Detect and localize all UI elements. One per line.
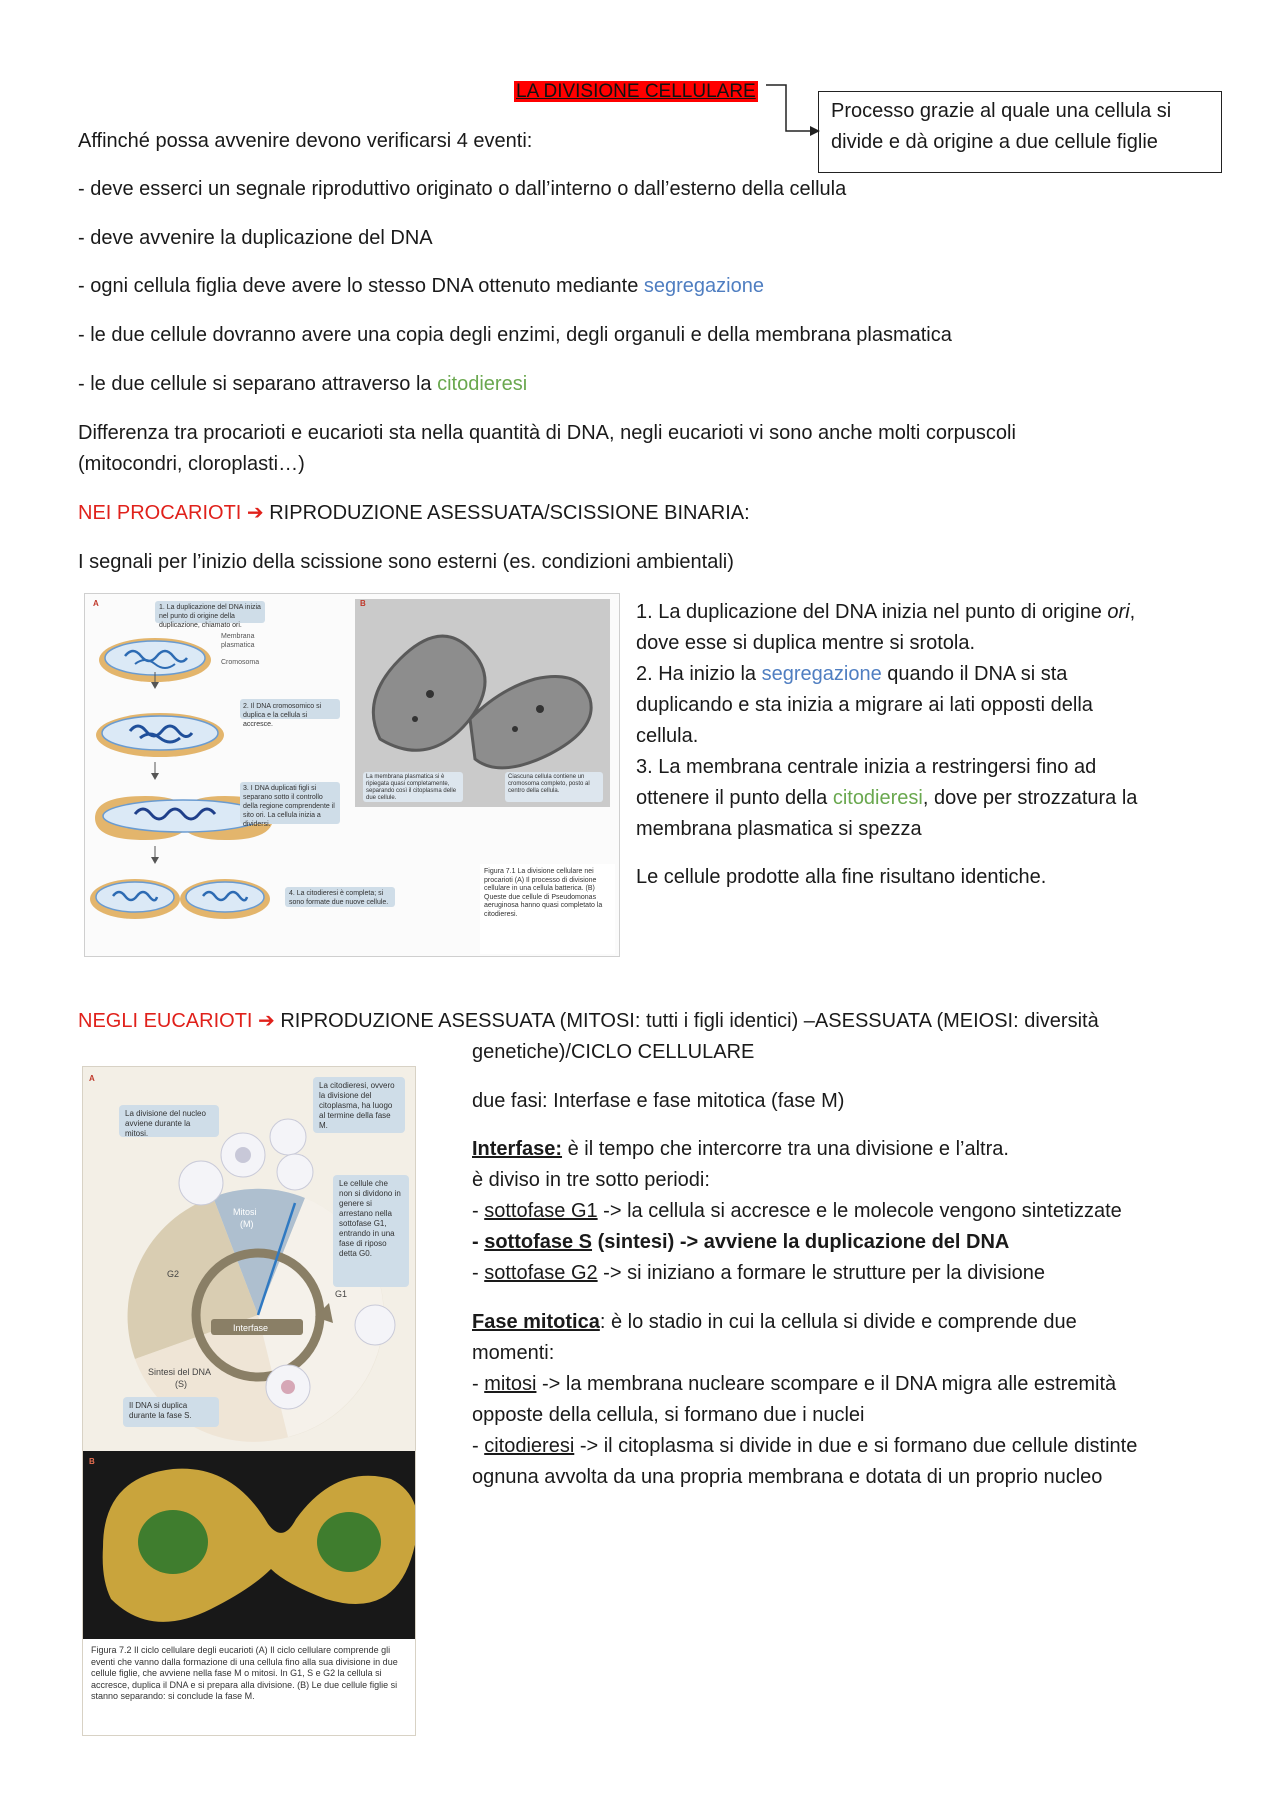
step-text: 2. Ha inizio la [636,663,762,685]
g2-label: sottofase G2 [484,1262,598,1284]
pro-step-3-cont: membrana plasmatica si spezza [636,818,922,840]
event-item [78,369,527,400]
fig2-g2: G2 [167,1269,180,1279]
fig2-s: (S) [175,1379,187,1389]
fig2-note-mitosi: La divisione del nucleo avviene durante la mitosi. [125,1109,206,1138]
citodieresi-item [472,1431,1137,1462]
fig2-g1: G1 [335,1289,348,1299]
fig2-note-fase-s: Il DNA si duplica durante la fase S. [129,1401,192,1420]
keyword-segregazione: segregazione [643,275,764,297]
pro-step-3: 3. La membrana centrale inizia a restringersi fino ad [636,756,1097,778]
pro-step-2-cont: duplicando e sta inizia a migrare ai lati opposti della [636,694,1093,716]
g2-text: -> si iniziano a formare le strutture per la divisione [597,1262,1046,1284]
interfase-definition [472,1134,1009,1165]
figure-prokaryote-division [84,593,620,957]
mitosi-item [472,1369,1116,1400]
fig2-label-b: B [89,1457,95,1466]
fig2-m: (M) [240,1219,254,1229]
fig1-membrana-label: Membrana plasmatica [221,633,255,649]
two-phases: due fasi: Interfase e fase mitotica (fase M) [472,1090,845,1112]
heading-rest: RIPRODUZIONE ASESSUATA/SCISSIONE BINARIA: [263,502,750,524]
fig2-mitosi: Mitosi [233,1207,257,1217]
citodieresi-text: -> il citoplasma si divide in due e si formano due cellule distinte [574,1435,1138,1457]
s-label: sottofase S [484,1231,593,1253]
intro-text: Affinché possa avvenire devono verificarsi 4 eventi: [78,130,533,152]
fase-mitotica-text: : è lo stadio in cui la cellula si divide e comprende due [599,1311,1077,1333]
mitosi-item-cont: opposte della cellula, si formano due i nuclei [472,1404,865,1426]
difference-text: Differenza tra procarioti e eucarioti sta nella quantità di DNA, negli eucarioti vi sono anche molti corpuscoli [78,422,1016,444]
step-text: ottenere il punto della [636,787,833,809]
ori-term: ori [1107,601,1130,623]
pro-result: Le cellule prodotte alla fine risultano identiche. [636,866,1047,888]
bullet-dash: - [472,1231,485,1253]
bullet-dash: - [472,1200,485,1222]
g1-text: -> la cellula si accresce e le molecole vengono sintetizzate [597,1200,1122,1222]
g2-item [472,1258,1045,1289]
figure-cell-cycle [82,1066,416,1736]
fig2-interfase: Interfase [233,1323,269,1333]
title-arrow [764,82,824,138]
step-text: , [1129,601,1136,623]
fig1-step4: 4. La citodieresi è completa; si sono formate due nuove cellule. [289,890,389,906]
prokaryote-signals: I segnali per l’inizio della scissione sono esterni (es. condizioni ambientali) [78,551,734,573]
step-text: 1. La duplicazione del DNA inizia nel punto di origine [636,601,1108,623]
fig1-label-a: A [93,599,99,608]
fig2-note-citodieresi: La citodieresi, ovvero la divisione del citoplasma, ha luogo al termine della fase M. [319,1081,395,1130]
keyword-citodieresi: citodieresi [832,787,923,809]
pro-step-3-cont [636,783,1137,814]
fase-mitotica-cont: momenti: [472,1342,555,1364]
fig2-note-g0: Le cellule che non si dividono in genere si arrestano nella sottofase G1, entrando in una fase di riposo detta G0. [339,1179,401,1258]
mitosi-label: mitosi [484,1373,537,1395]
definition-box [818,91,1222,173]
keyword-citodieresi: citodieresi [437,373,528,395]
eukaryote-heading [78,1006,1099,1037]
bullet-dash: - [472,1373,485,1395]
citodieresi-label: citodieresi [484,1435,575,1457]
heading-red: NEGLI EUCARIOTI [78,1010,259,1032]
interfase-split: è diviso in tre sotto periodi: [472,1169,710,1191]
mitosi-text: -> la membrana nucleare scompare e il DNA migra alle estremità [536,1373,1117,1395]
event-item [78,271,764,302]
bullet-dash: - [472,1435,485,1457]
event-item: - le due cellule dovranno avere una copia degli enzimi, degli organuli e della membrana plasmatica [78,324,952,346]
s-item [472,1227,1009,1258]
interfase-text: è il tempo che intercorre tra una divisione e l’altra. [562,1138,1009,1160]
step-text: , dove per strozzatura la [922,787,1138,809]
event-text: - le due cellule si separano attraverso la [78,373,438,395]
bullet-dash: - [472,1262,485,1284]
fig1-micro-note-1: La membrana plasmatica si è ripiegata quasi completamente, separando così il citoplasma delle due cellule. [366,774,457,801]
fig1-cromosoma-label: Cromosoma [221,659,260,666]
pro-step-2 [636,659,1067,690]
pro-step-1-cont: dove esse si duplica mentre si srotola. [636,632,976,654]
event-item: - deve avvenire la duplicazione del DNA [78,227,433,249]
fig1-caption: Figura 7.1 La divisione cellulare nei procarioti (A) Il processo di divisione cellulare in una cellula batterica. (B) Queste due cellule di Pseudomonas aeruginosa hanno quasi completato la citodieresi. [484,868,603,918]
heading-red: NEI PROCARIOTI [78,502,247,524]
step-text: quando il DNA si sta [881,663,1068,685]
fig2-label-a: A [89,1074,95,1083]
page-title: LA DIVISIONE CELLULARE [516,81,756,102]
arrow-icon: ➔ [258,1010,275,1032]
fig1-step2: 2. Il DNA cromosomico si duplica e la cellula si accresce. [243,703,322,728]
citodieresi-item-cont: ognuna avvolta da una propria membrana e dotata di un proprio nucleo [472,1466,1103,1488]
eukaryote-heading-cont: genetiche)/CICLO CELLULARE [472,1041,755,1063]
fase-mitotica-definition [472,1307,1077,1338]
g1-label: sottofase G1 [484,1200,598,1222]
pro-step-1 [636,597,1135,628]
fig1-label-b: B [360,599,366,608]
arrow-icon: ➔ [246,502,264,524]
fig2-sintesi: Sintesi del DNA [148,1367,212,1377]
heading-rest: RIPRODUZIONE ASESSUATA (MITOSI: tutti i figli identici) –ASESSUATA (MEIOSI: diversità [274,1010,1099,1032]
event-text: - ogni cellula figlia deve avere lo stesso DNA ottenuto mediante [78,275,644,297]
prokaryote-heading [78,498,750,529]
event-item: - deve esserci un segnale riproduttivo originato o dall’interno o dall’esterno della cellula [78,178,847,200]
pro-step-2-cont: cellula. [636,725,699,747]
difference-text: (mitocondri, cloroplasti…) [78,453,305,475]
fig1-step1: 1. La duplicazione del DNA inizia nel punto di origine della duplicazione, chiamato ori. [159,604,261,629]
keyword-segregazione: segregazione [761,663,882,685]
fig1-step3: 3. I DNA duplicati figli si separano sotto il controllo della regione comprendente il sito ori. La cellula inizia a dividersi. [243,785,335,828]
fase-mitotica-label: Fase mitotica [472,1311,600,1333]
definition-line: Processo grazie al quale una cellula si [831,100,1172,122]
s-text: (sintesi) -> avviene la duplicazione del DNA [592,1231,1010,1253]
interfase-label: Interfase: [472,1138,563,1160]
fig2-caption: Figura 7.2 Il ciclo cellulare degli eucarioti (A) Il ciclo cellulare comprende gli eventi che vanno dalla formazione di una cellula fino alla sua divisione in due cellule figlie, che avviene nella fase M o mitosi. In G1, S e G2 la cellula si accresce, duplica il DNA e si prepara alla divisione. (B) Le due cellule figlie si stanno separando: si conclude la fase M. [91,1645,398,1701]
g1-item [472,1196,1122,1227]
fig1-micro-note-2: Ciascuna cellula contiene un cromosoma completo, posto al centro della cellula. [508,774,590,794]
definition-line: divide e dà origine a due cellule figlie [831,131,1158,153]
